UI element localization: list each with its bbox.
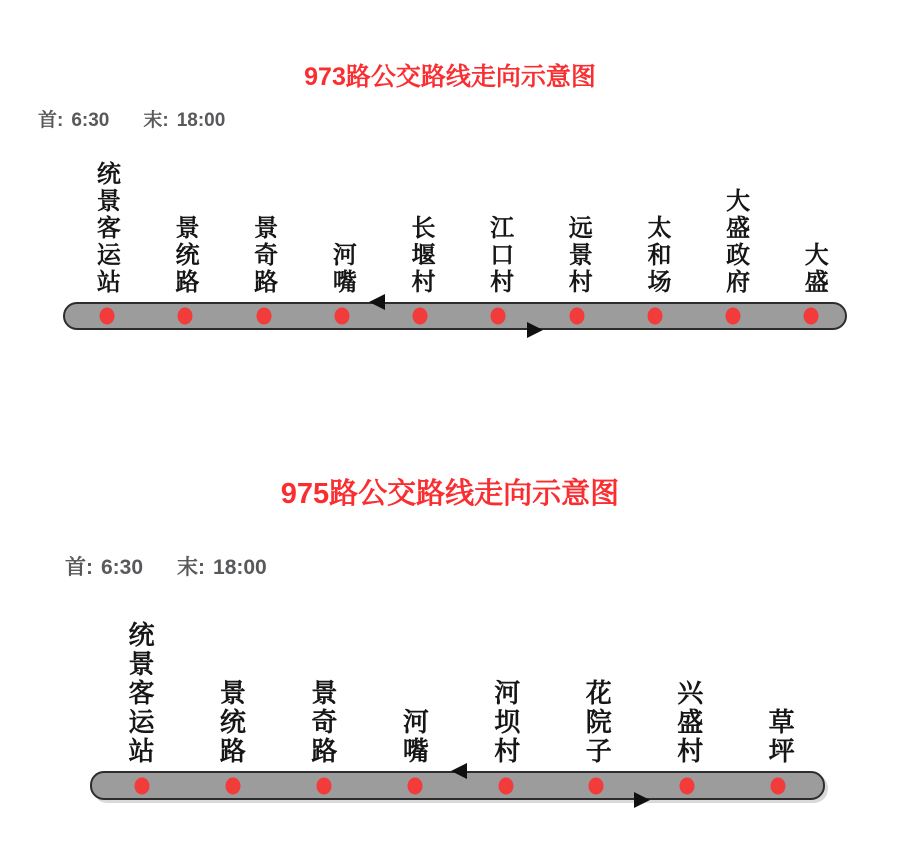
direction-arrow-left-icon bbox=[451, 763, 467, 779]
first-bus-time: 6:30 bbox=[101, 556, 144, 579]
station-label: 大盛政府 bbox=[721, 188, 749, 296]
station-label: 太和场 bbox=[642, 215, 670, 296]
station-dot bbox=[256, 308, 271, 325]
station-label: 江口村 bbox=[485, 215, 513, 296]
first-bus-time: 6:30 bbox=[71, 110, 110, 131]
last-bus-label: 末: bbox=[143, 110, 169, 131]
station-label: 远景村 bbox=[564, 215, 592, 296]
station-dot bbox=[413, 308, 428, 325]
station-label: 花院子 bbox=[582, 679, 613, 766]
station-dot bbox=[134, 777, 149, 794]
station-dot bbox=[569, 308, 584, 325]
station-dot bbox=[491, 308, 506, 325]
station-label: 河嘴 bbox=[399, 708, 430, 766]
station-label: 统景客运站 bbox=[124, 621, 155, 766]
station-label: 草坪 bbox=[765, 708, 796, 766]
first-bus-label: 首: bbox=[38, 110, 64, 131]
route-title: 973路公交路线走向示意图 bbox=[304, 63, 596, 91]
station-label: 景奇路 bbox=[307, 679, 338, 766]
first-bus-label: 首: bbox=[65, 556, 93, 579]
station-dot bbox=[771, 777, 786, 794]
station-label: 长堰村 bbox=[406, 215, 434, 296]
station-label: 河嘴 bbox=[328, 242, 356, 296]
station-dot bbox=[225, 777, 240, 794]
station-dot bbox=[316, 777, 331, 794]
last-bus-time: 18:00 bbox=[213, 556, 267, 579]
station-dot bbox=[804, 308, 819, 325]
station-dot bbox=[680, 777, 695, 794]
route-bar bbox=[63, 302, 847, 330]
station-dot bbox=[726, 308, 741, 325]
station-label: 景奇路 bbox=[249, 215, 277, 296]
station-label: 景统路 bbox=[216, 679, 247, 766]
stations-row bbox=[90, 601, 825, 766]
station-dot bbox=[589, 777, 604, 794]
station-label: 景统路 bbox=[170, 215, 198, 296]
last-bus-time: 18:00 bbox=[176, 110, 226, 131]
station-label: 河坝村 bbox=[490, 679, 521, 766]
station-dot bbox=[647, 308, 662, 325]
station-label: 兴盛村 bbox=[673, 679, 704, 766]
last-bus-label: 末: bbox=[177, 556, 206, 579]
station-label: 大盛 bbox=[800, 242, 828, 296]
station-dot bbox=[100, 308, 115, 325]
service-times bbox=[65, 551, 267, 581]
route-title: 975路公交路线走向示意图 bbox=[280, 478, 620, 510]
station-dot bbox=[334, 308, 349, 325]
direction-arrow-right-icon bbox=[527, 322, 543, 338]
route-bar bbox=[90, 771, 825, 800]
station-label: 统景客运站 bbox=[92, 161, 120, 296]
station-dot bbox=[407, 777, 422, 794]
station-dot bbox=[498, 777, 513, 794]
direction-arrow-right-icon bbox=[634, 792, 650, 808]
stations-row bbox=[63, 146, 847, 296]
service-times bbox=[38, 105, 225, 132]
direction-arrow-left-icon bbox=[369, 294, 385, 310]
station-dot bbox=[178, 308, 193, 325]
